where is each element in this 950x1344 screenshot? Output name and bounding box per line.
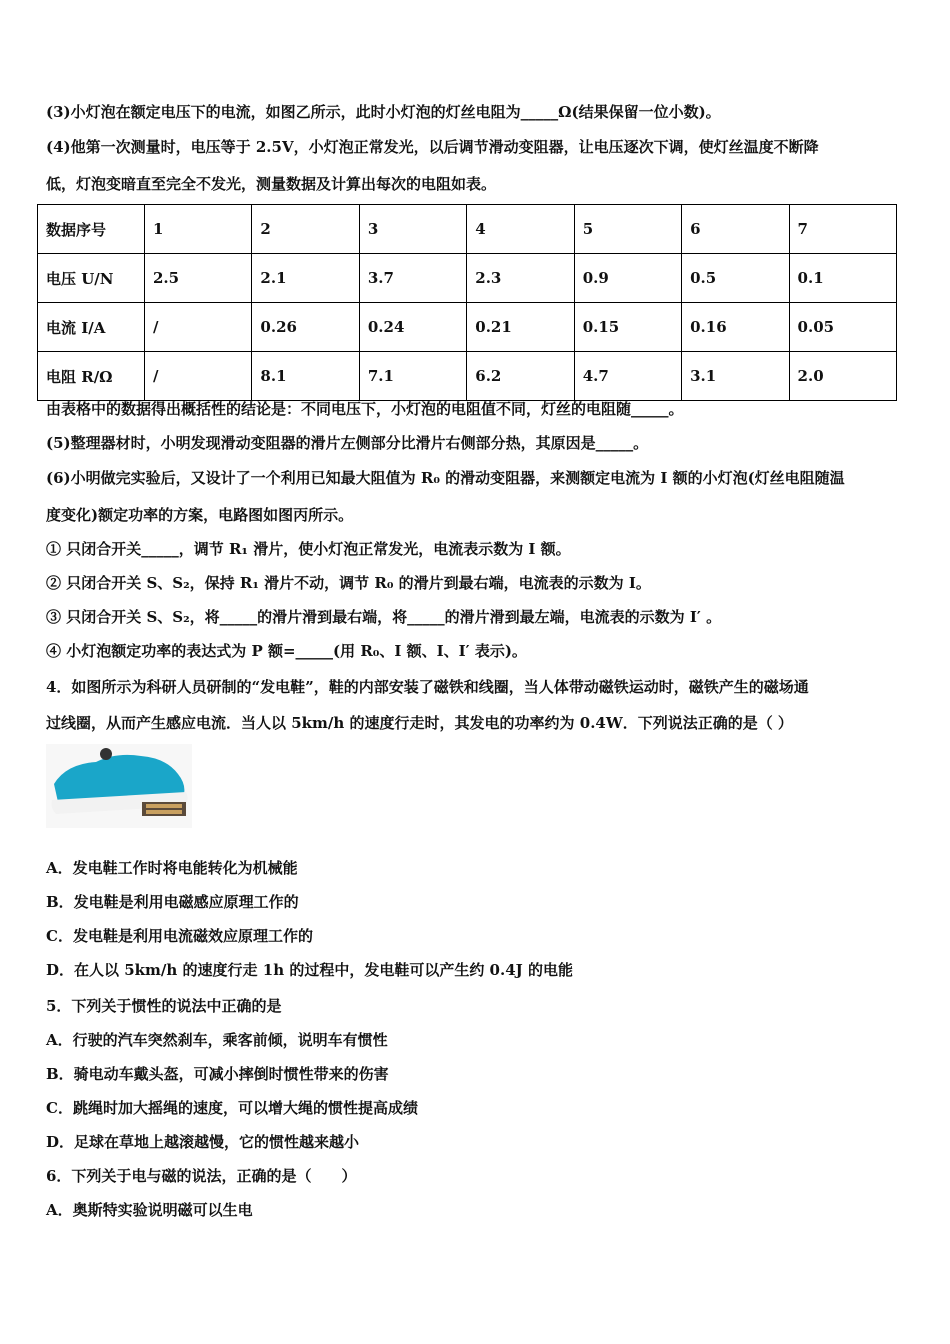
question-5-text: (5)整理器材时，小明发现滑动变阻器的滑片左侧部分比滑片右侧部分热，其原因是_____。 <box>46 434 649 452</box>
option-5a: A．行驶的汽车突然刹车，乘客前倾，说明车有惯性 <box>46 1031 388 1049</box>
table-cell: 0.21 <box>467 303 574 352</box>
table-cell: 4.7 <box>574 352 681 401</box>
option-5b: B．骑电动车戴头盔，可减小摔倒时惯性带来的伤害 <box>46 1065 389 1083</box>
table-cell: 3.1 <box>682 352 789 401</box>
table-cell: 0.26 <box>252 303 359 352</box>
option-4d: D．在人以 5km/h 的速度行走 1h 的过程中，发电鞋可以产生约 0.4J 的电能 <box>46 961 573 979</box>
table-row <box>38 303 897 352</box>
step-3-text: ③ 只闭合开关 S、S₂，将_____的滑片滑到最右端，将_____的滑片滑到最左端，电流表的示数为 I′ 。 <box>46 608 722 626</box>
table-row-header: 电阻 R/Ω <box>38 352 145 401</box>
table-cell: 6.2 <box>467 352 574 401</box>
table-cell: 0.5 <box>682 254 789 303</box>
problem-6-text: 6．下列关于电与磁的说法，正确的是（ ） <box>46 1167 357 1185</box>
step-1-text: ① 只闭合开关_____，调节 R₁ 滑片，使小灯泡正常发光，电流表示数为 I 额。 <box>46 540 571 558</box>
option-4a: A．发电鞋工作时将电能转化为机械能 <box>46 859 298 877</box>
table-cell: 2.0 <box>789 352 896 401</box>
table-cell: 3.7 <box>359 254 466 303</box>
table-cell: 2.3 <box>467 254 574 303</box>
table-row <box>38 352 897 401</box>
option-4b: B．发电鞋是利用电磁感应原理工作的 <box>46 893 299 911</box>
problem-4-text-line1: 4．如图所示为科研人员研制的“发电鞋”，鞋的内部安装了磁铁和线圈，当人体带动磁铁运动时，磁铁产生的磁场通 <box>46 678 809 696</box>
table-cell: 5 <box>574 205 681 254</box>
question-6-text-line1: (6)小明做完实验后，又设计了一个利用已知最大阻值为 R₀ 的滑动变阻器，来测额定电流为 I 额的小灯泡(灯丝电阻随温 <box>46 469 845 487</box>
option-5d: D．足球在草地上越滚越慢，它的惯性越来越小 <box>46 1133 360 1151</box>
table-cell: 7 <box>789 205 896 254</box>
question-4-text-line1: (4)他第一次测量时，电压等于 2.5V，小灯泡正常发光，以后调节滑动变阻器，让电压逐次下调，使灯丝温度不断降 <box>46 138 819 156</box>
option-4c: C．发电鞋是利用电流磁效应原理工作的 <box>46 927 313 945</box>
step-2-text: ② 只闭合开关 S、S₂，保持 R₁ 滑片不动，调节 R₀ 的滑片到最右端，电流表的示数为 I。 <box>46 574 651 592</box>
table-cell: 8.1 <box>252 352 359 401</box>
option-5c: C．跳绳时加大摇绳的速度，可以增大绳的惯性提高成绩 <box>46 1099 418 1117</box>
problem-4-text-line2: 过线圈，从而产生感应电流．当人以 5km/h 的速度行走时，其发电的功率约为 0.4W．下列说法正确的是（ ） <box>46 714 793 732</box>
question-6-text-line2: 度变化)额定功率的方案，电路图如图丙所示。 <box>46 506 354 524</box>
table-cell: 0.24 <box>359 303 466 352</box>
table-cell: 1 <box>145 205 252 254</box>
table-cell: 2.5 <box>145 254 252 303</box>
option-6a: A．奥斯特实验说明磁可以生电 <box>46 1201 253 1219</box>
table-cell: 0.15 <box>574 303 681 352</box>
conclusion-text: 由表格中的数据得出概括性的结论是：不同电压下，小灯泡的电阻值不同，灯丝的电阻随_____。 <box>46 400 684 418</box>
question-4-text-line2: 低，灯泡变暗直至完全不发光，测量数据及计算出每次的电阻如表。 <box>46 175 497 193</box>
table-cell: 6 <box>682 205 789 254</box>
question-3-text: (3)小灯泡在额定电压下的电流，如图乙所示，此时小灯泡的灯丝电阻为_____Ω(结果保留一位小数)。 <box>46 103 721 121</box>
table-cell: / <box>145 303 252 352</box>
table-cell: 2.1 <box>252 254 359 303</box>
table-row <box>38 205 897 254</box>
table-cell: 7.1 <box>359 352 466 401</box>
table-row-header: 电流 I/A <box>38 303 145 352</box>
table-cell: 0.05 <box>789 303 896 352</box>
table-cell: 4 <box>467 205 574 254</box>
table-cell: 2 <box>252 205 359 254</box>
table-cell: 0.16 <box>682 303 789 352</box>
table-cell: 0.9 <box>574 254 681 303</box>
table-row <box>38 254 897 303</box>
table-cell: / <box>145 352 252 401</box>
table-cell: 0.1 <box>789 254 896 303</box>
step-4-text: ④ 小灯泡额定功率的表达式为 P 额=_____(用 R₀、I 额、I、I′ 表示)。 <box>46 642 527 660</box>
table-row-header: 电压 U/N <box>38 254 145 303</box>
measurement-table <box>37 204 897 401</box>
problem-5-text: 5．下列关于惯性的说法中正确的是 <box>46 997 282 1015</box>
power-shoe-image <box>46 744 192 828</box>
table-row-header: 数据序号 <box>38 205 145 254</box>
table-cell: 3 <box>359 205 466 254</box>
